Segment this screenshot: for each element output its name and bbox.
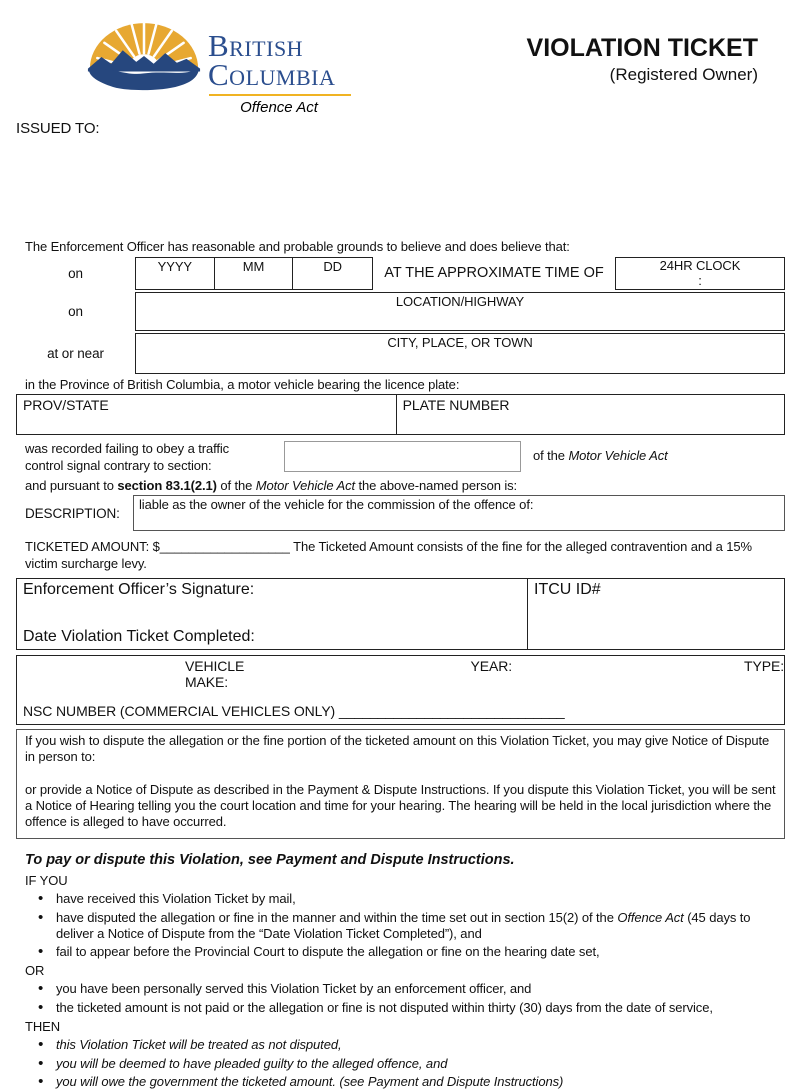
officer-signature-cell[interactable]	[17, 579, 528, 649]
vehicle-make-field[interactable]: VEHICLE MAKE:	[185, 658, 245, 691]
on-location-label: on	[68, 303, 83, 319]
dispute-paragraph-1: If you wish to dispute the allegation or the fine portion of the ticketed amount on this Violation Ticket, you may give Notice of Dispute in person to:	[25, 733, 770, 765]
pursuant-statement	[25, 478, 785, 493]
if-you-list	[25, 891, 785, 959]
logo-act-subtitle: Offence Act	[240, 98, 318, 116]
pay-dispute-heading: To pay or dispute this Violation, see Payment and Dispute Instructions.	[25, 852, 515, 869]
intro-statement: The Enforcement Officer has reasonable and probable grounds to believe and does believe that:	[25, 238, 570, 254]
bullet-text: you will be deemed to have pleaded guilty to the alleged offence, and	[56, 1055, 448, 1071]
bullet-text: you will owe the government the ticketed amount. (see Payment and Dispute Instructions)	[56, 1074, 564, 1090]
list-item	[25, 1056, 785, 1072]
city-row	[16, 333, 785, 374]
offence-act-name: Offence Act	[617, 910, 684, 926]
pursuant-act-name: Motor Vehicle Act	[255, 478, 355, 494]
date-time-row	[16, 257, 785, 290]
or-list	[25, 981, 785, 1015]
bullet-text: have received this Violation Ticket by mail,	[56, 891, 296, 907]
contrary-label-line1: was recorded failing to obey a traffic	[25, 440, 230, 456]
clock-label: 24HR CLOCK	[659, 257, 741, 273]
location-row	[16, 292, 785, 331]
time-24hr-field[interactable]	[615, 257, 785, 290]
bullet-text: have disputed the allegation or fine in the manner and within the time set out in section 15(2) of the	[56, 910, 618, 926]
bc-crest-icon	[86, 20, 202, 94]
payment-instructions	[25, 852, 785, 1090]
then-label: THEN	[25, 1018, 60, 1034]
contrary-section-label	[25, 441, 275, 475]
signature-table	[16, 578, 785, 650]
officer-signature-label: Enforcement Officer’s Signature:	[23, 581, 255, 599]
description-field[interactable]: liable as the owner of the vehicle for the commission of the offence of:	[133, 495, 785, 531]
list-item	[25, 891, 785, 907]
pursuant-section-ref: section 83.1(2.1)	[117, 478, 217, 494]
ticketed-amount-line	[25, 539, 785, 573]
vehicle-info-box	[16, 655, 785, 725]
month-field[interactable]: MM	[215, 258, 294, 289]
vehicle-labels-row	[17, 656, 784, 690]
if-you-label: IF YOU	[25, 872, 68, 888]
dispute-blank-line[interactable]	[25, 766, 776, 782]
ticketed-amount-note: The Ticketed Amount consists of the fine for the alleged contravention and a 15% victim surcharge levy.	[25, 539, 752, 572]
title-block	[527, 34, 758, 85]
pursuant-post: the above-named person is:	[355, 478, 518, 494]
year-field[interactable]: YYYY	[136, 258, 215, 289]
page-title: VIOLATION TICKET	[526, 34, 758, 62]
date-table	[135, 257, 373, 290]
approximate-time-label: AT THE APPROXIMATE TIME OF	[384, 265, 604, 282]
prov-state-field[interactable]: PROV/STATE	[17, 395, 397, 434]
clock-separator: :	[698, 272, 702, 288]
contrary-section-row	[16, 441, 785, 475]
ticketed-amount-field[interactable]: __________________	[159, 539, 290, 555]
bc-government-logo	[86, 20, 351, 116]
logo-gold-rule	[209, 94, 351, 96]
at-or-near-label: at or near	[47, 345, 104, 361]
dispute-notice-box	[16, 729, 785, 839]
mva-suffix-pre: of the	[533, 447, 569, 463]
section-number-field[interactable]	[284, 441, 521, 472]
logo-name-line1: British	[208, 28, 304, 63]
mva-suffix	[533, 448, 668, 463]
list-item	[25, 910, 785, 941]
bullet-text: the ticketed amount is not paid or the allegation or fine is not disputed within thirty (30) days from the date of service,	[56, 1000, 713, 1016]
pursuant-pre: and pursuant to	[25, 478, 118, 494]
nsc-number-line	[23, 703, 565, 719]
description-label: DESCRIPTION:	[25, 505, 120, 521]
or-label: OR	[25, 962, 45, 978]
vehicle-type-field[interactable]: TYPE:	[744, 658, 784, 675]
day-field[interactable]: DD	[323, 258, 342, 274]
dispute-paragraph-2: or provide a Notice of Dispute as described in the Payment & Dispute Instructions. If you dispute this Violation Ticket, you will be sent a Notice of Hearing telling you the court location and time for your hearing. The hearing will be held in the local jurisdiction where the offence is alleged to have occurred.	[25, 781, 776, 830]
logo-name-line2: Columbia	[208, 56, 336, 92]
list-item	[25, 1037, 785, 1053]
bullet-text: (45 days to deliver a Notice of Dispute from the “Date Violation Ticket Completed”), and	[56, 910, 751, 941]
page-subtitle: (Registered Owner)	[609, 65, 758, 84]
ticketed-amount-label: TICKETED AMOUNT: $	[25, 539, 160, 555]
bullet-text: you have been personally served this Violation Ticket by an enforcement officer, and	[56, 981, 532, 997]
location-highway-field[interactable]: LOCATION/HIGHWAY	[135, 292, 785, 331]
list-item	[25, 981, 785, 997]
mva-act-name: Motor Vehicle Act	[568, 447, 668, 463]
description-row	[16, 495, 785, 531]
licence-plate-table	[16, 394, 785, 435]
bullet-text: this Violation Ticket will be treated as not disputed,	[56, 1037, 342, 1053]
on-date-label: on	[68, 265, 83, 281]
list-item	[25, 944, 785, 960]
province-statement: in the Province of British Columbia, a motor vehicle bearing the licence plate:	[25, 376, 460, 392]
bullet-text: fail to appear before the Provincial Court to dispute the allegation or fine on the hearing date set,	[56, 944, 600, 960]
pursuant-mid: of the	[216, 478, 256, 494]
form-body	[16, 239, 785, 1090]
issued-to-blank-area[interactable]	[0, 137, 800, 233]
then-list	[25, 1037, 785, 1090]
issued-to-label: ISSUED TO:	[16, 119, 100, 137]
nsc-number-field[interactable]: _____________________________	[338, 703, 565, 720]
list-item	[25, 1074, 785, 1090]
logo-text	[208, 20, 351, 116]
header	[0, 0, 800, 116]
vehicle-year-field[interactable]: YEAR:	[470, 658, 513, 675]
contrary-label-line2: control signal contrary to section:	[25, 457, 212, 473]
nsc-number-label: NSC NUMBER (COMMERCIAL VEHICLES ONLY)	[23, 703, 339, 720]
city-place-town-field[interactable]: CITY, PLACE, OR TOWN	[135, 333, 785, 374]
itcu-id-field[interactable]: ITCU ID#	[534, 581, 601, 599]
list-item	[25, 1000, 785, 1016]
date-completed-label: Date Violation Ticket Completed:	[23, 628, 255, 646]
plate-number-field[interactable]: PLATE NUMBER	[402, 396, 510, 413]
